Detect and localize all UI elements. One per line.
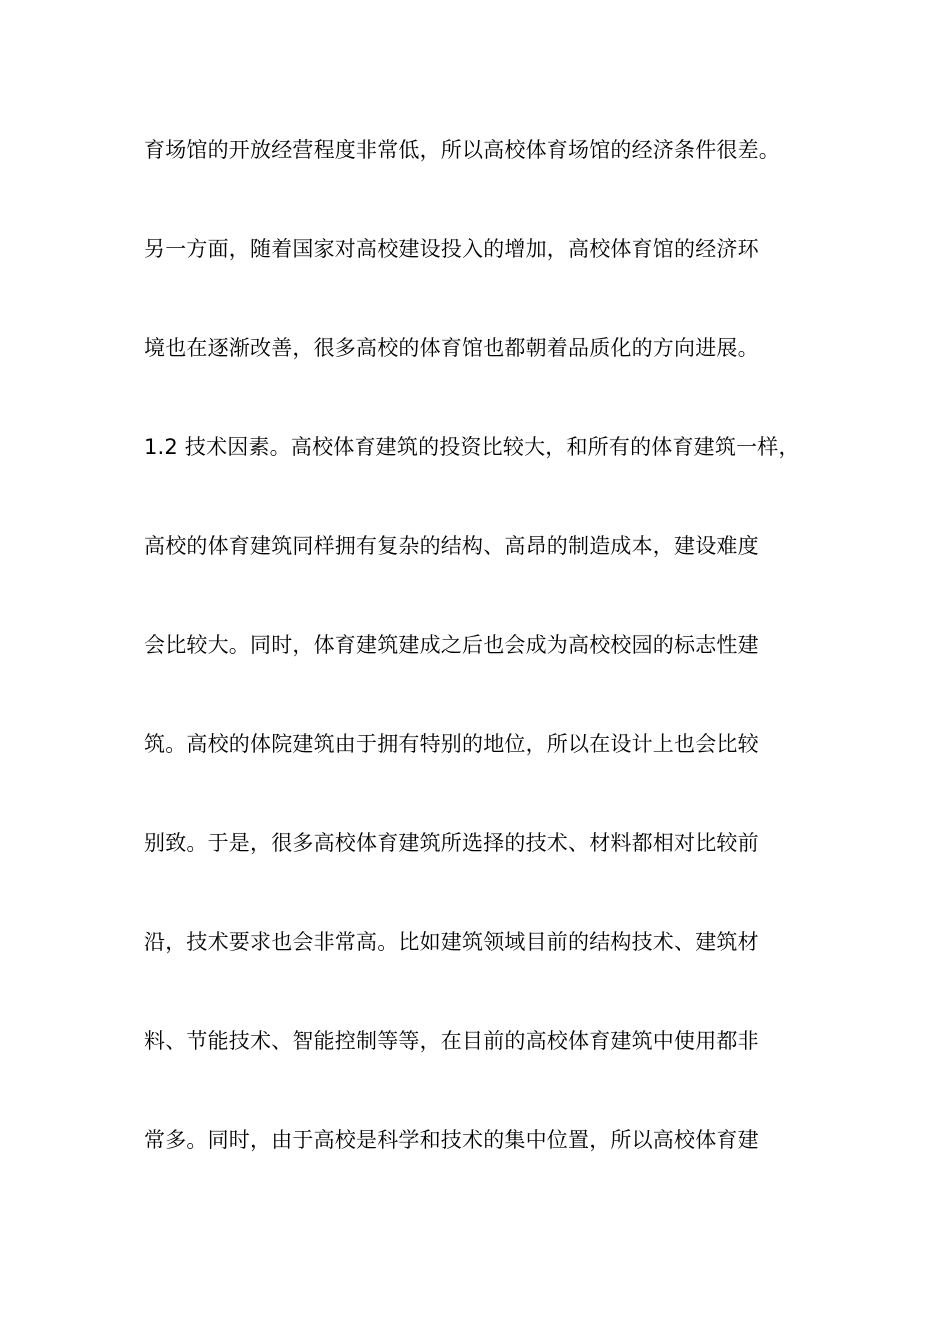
text-line: 会比较大。同时，体育建筑建成之后也会成为高校校园的标志性建 — [144, 633, 759, 657]
text-line: 育场馆的开放经营程度非常低，所以高校体育场馆的经济条件很差。 — [144, 138, 780, 162]
text-line: 另一方面，随着国家对高校建设投入的增加，高校体育馆的经济环 — [144, 237, 759, 261]
text-line: 筑。高校的体院建筑由于拥有特别的地位，所以在设计上也会比较 — [144, 732, 759, 756]
text-line: 境也在逐渐改善，很多高校的体育馆也都朝着品质化的方向进展。 — [144, 336, 759, 360]
text-line: 常多。同时，由于高校是科学和技术的集中位置，所以高校体育建 — [144, 1128, 759, 1152]
text-line: 1.2 技术因素。高校体育建筑的投资比较大，和所有的体育建筑一样， — [144, 435, 800, 459]
text-line: 高校的体育建筑同样拥有复杂的结构、高昂的制造成本，建设难度 — [144, 534, 759, 558]
text-line: 料、节能技术、智能控制等等，在目前的高校体育建筑中使用都非 — [144, 1029, 759, 1053]
text-line: 沿，技术要求也会非常高。比如建筑领域目前的结构技术、建筑材 — [144, 930, 759, 954]
text-line: 别致。于是，很多高校体育建筑所选择的技术、材料都相对比较前 — [144, 831, 759, 855]
body-text — [144, 130, 824, 1219]
